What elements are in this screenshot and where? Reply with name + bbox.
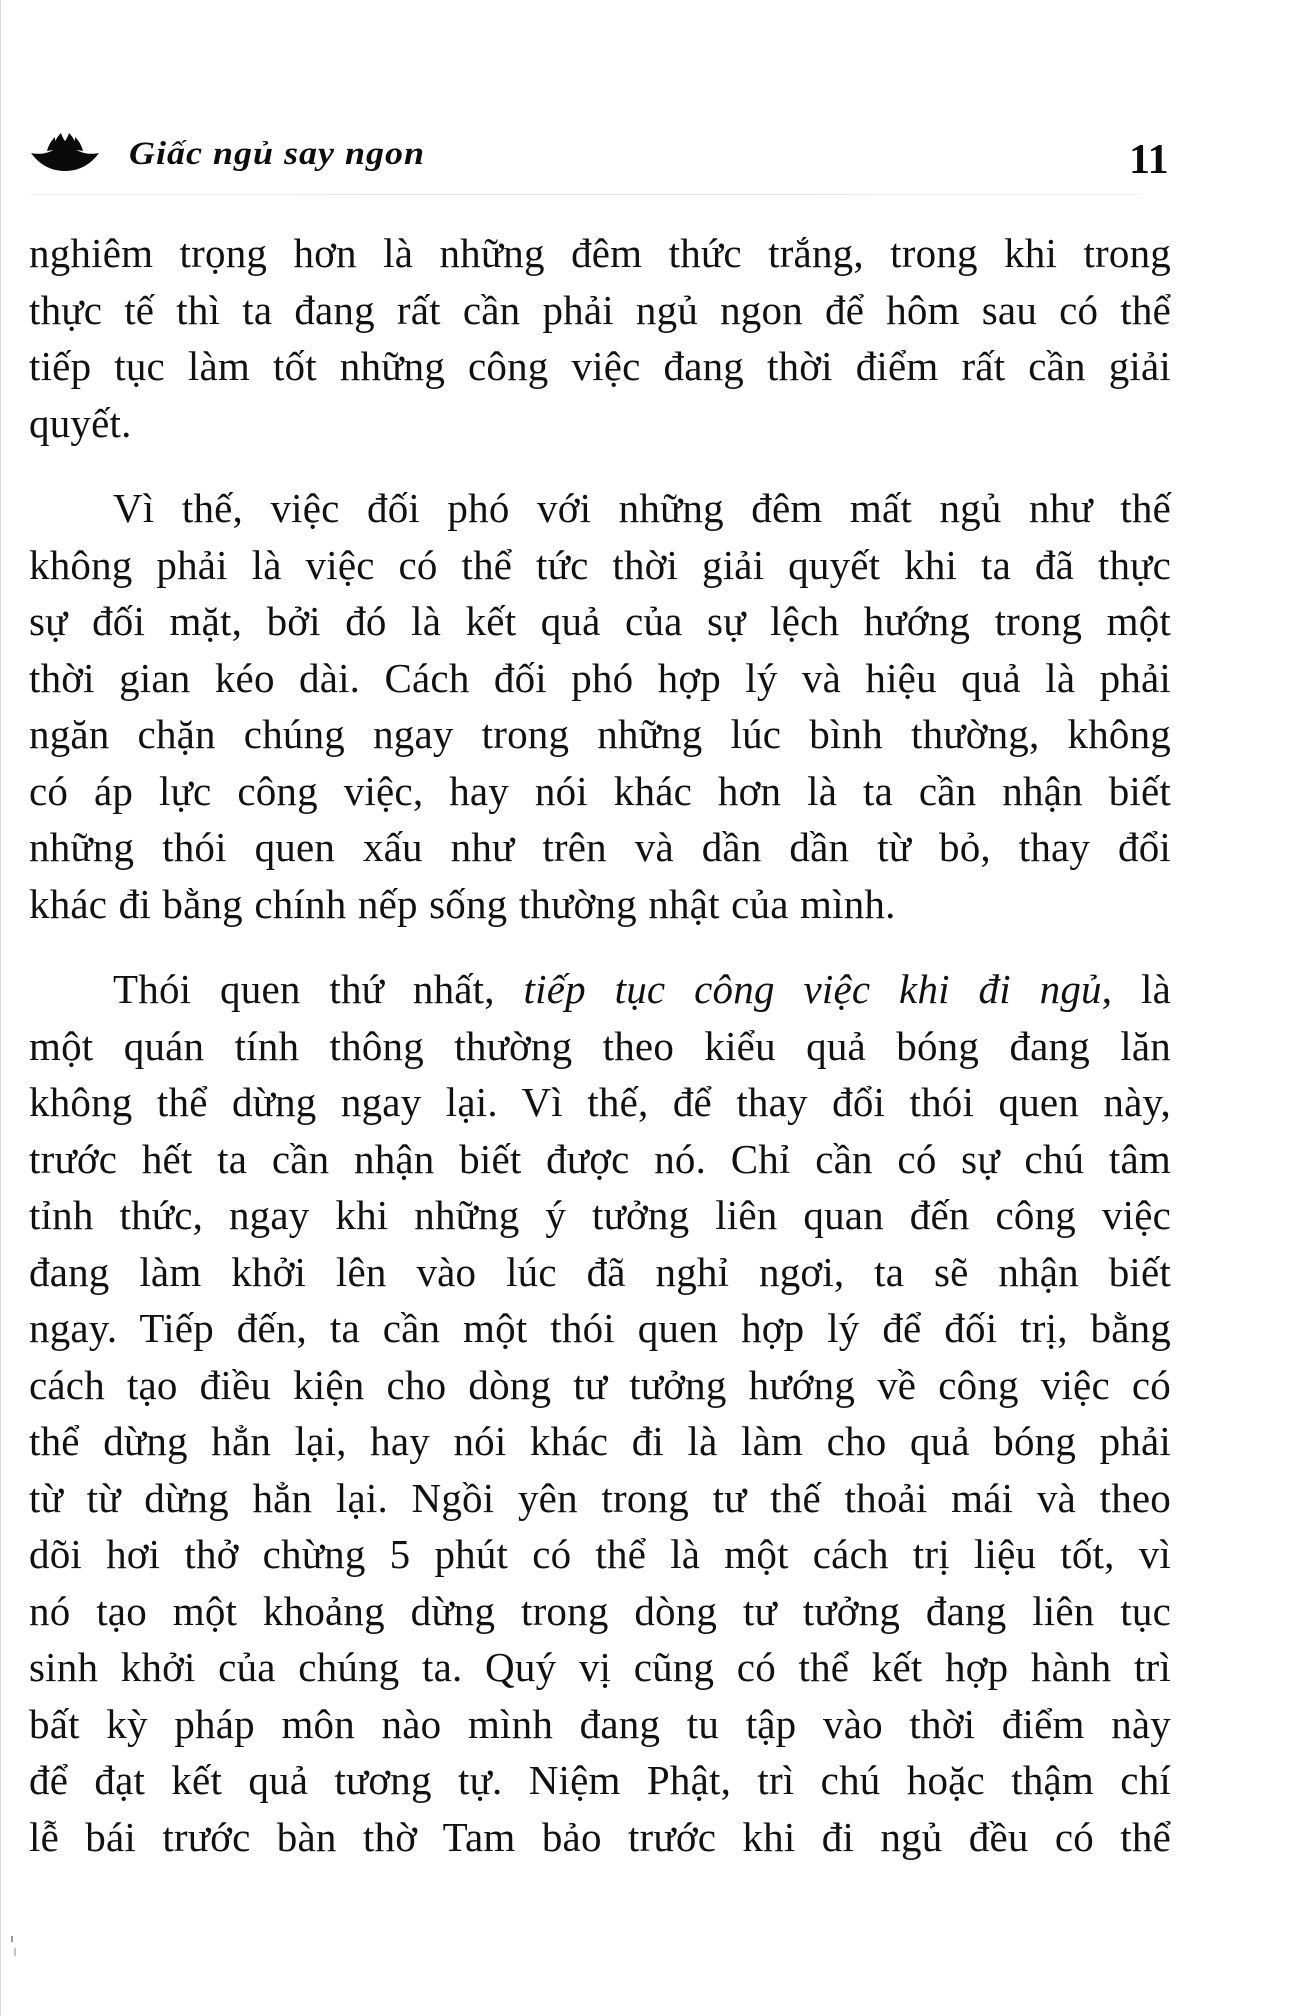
text-line: từ từ dừng hẳn lại. Ngồi yên trong tư thế thoải mái và theo: [29, 1474, 1171, 1521]
text-line: nó tạo một khoảng dừng trong dòng tư tưởng đang liên tục: [29, 1587, 1171, 1634]
page-number: 11: [1129, 137, 1169, 183]
text-line: không thể dừng ngay lại. Vì thế, để thay đổi thói quen này,: [29, 1079, 1171, 1125]
text-line: quyết.: [29, 399, 132, 446]
text-line: những thói quen xấu như trên và dần dần từ bỏ, thay đổi: [29, 824, 1171, 870]
text-line: thể dừng hẳn lại, hay nói khác đi là làm cho quả bóng phải: [29, 1418, 1171, 1464]
text-line: khác đi bằng chính nếp sống thường nhật của mình.: [29, 880, 896, 927]
paragraph-1: [29, 225, 1171, 451]
text-line: tỉnh thức, ngay khi những ý tưởng liên quan đến công việc: [29, 1192, 1171, 1238]
lotus-icon: [27, 131, 103, 175]
text-line: lễ bái trước bàn thờ Tam bảo trước khi đi ngủ đều có thể: [29, 1813, 1171, 1860]
text-line: sinh khởi của chúng ta. Quý vị cũng có thể kết hợp hành trì: [29, 1644, 1171, 1690]
text-line: dõi hơi thở chừng 5 phút có thể là một cách trị liệu tốt, vì: [29, 1531, 1171, 1577]
text-line: đang làm khởi lên vào lúc đã nghỉ ngơi, ta sẽ nhận biết: [29, 1248, 1171, 1295]
body-text: [29, 225, 1171, 1865]
paragraph-3: [29, 961, 1171, 1865]
text-line: trước hết ta cần nhận biết được nó. Chỉ cần có sự chú tâm: [29, 1135, 1171, 1182]
running-head-title: Giấc ngủ say ngon: [129, 134, 426, 172]
text-line: một quán tính thông thường theo kiểu quả bóng đang lăn: [29, 1022, 1171, 1069]
running-head: [27, 128, 1177, 178]
text-line: thời gian kéo dài. Cách đối phó hợp lý và hiệu quả là phải: [29, 654, 1171, 701]
text-line: sự đối mặt, bởi đó là kết quả của sự lệch hướng trong một: [29, 598, 1171, 644]
text-line: để đạt kết quả tương tự. Niệm Phật, trì chú hoặc thậm chí: [29, 1757, 1171, 1803]
text-line: không phải là việc có thể tức thời giải quyết khi ta đã thực: [29, 541, 1171, 588]
text-line: tiếp tục làm tốt những công việc đang thời điểm rất cần giải: [29, 343, 1171, 389]
scan-artifact: [14, 1948, 16, 1956]
text-run: Thói quen thứ nhất,: [113, 966, 524, 1012]
text-line: ngay. Tiếp đến, ta cần một thói quen hợp lý để đối trị, bằng: [29, 1305, 1171, 1351]
emphasis-text: tiếp tục công việc khi đi ngủ: [523, 966, 1102, 1012]
header-divider: [31, 194, 1141, 195]
text-line: có áp lực công việc, hay nói khác hơn là ta cần nhận biết: [29, 767, 1171, 814]
paragraph-2: [29, 480, 1171, 932]
text-line: cách tạo điều kiện cho dòng tư tưởng hướng về công việc có: [29, 1361, 1171, 1408]
text-run: , là: [1101, 966, 1172, 1012]
text-line: ngăn chặn chúng ngay trong những lúc bình thường, không: [29, 711, 1171, 757]
text-line: Vì thế, việc đối phó với những đêm mất ngủ như thế: [113, 485, 1171, 531]
text-line-first: [29, 961, 1171, 1018]
text-line: nghiêm trọng hơn là những đêm thức trắng, trong khi trong: [29, 230, 1171, 276]
scan-artifact: [11, 1936, 13, 1942]
text-line: bất kỳ pháp môn nào mình đang tu tập vào thời điểm này: [29, 1700, 1171, 1747]
text-line: thực tế thì ta đang rất cần phải ngủ ngon để hôm sau có thể: [29, 286, 1171, 333]
